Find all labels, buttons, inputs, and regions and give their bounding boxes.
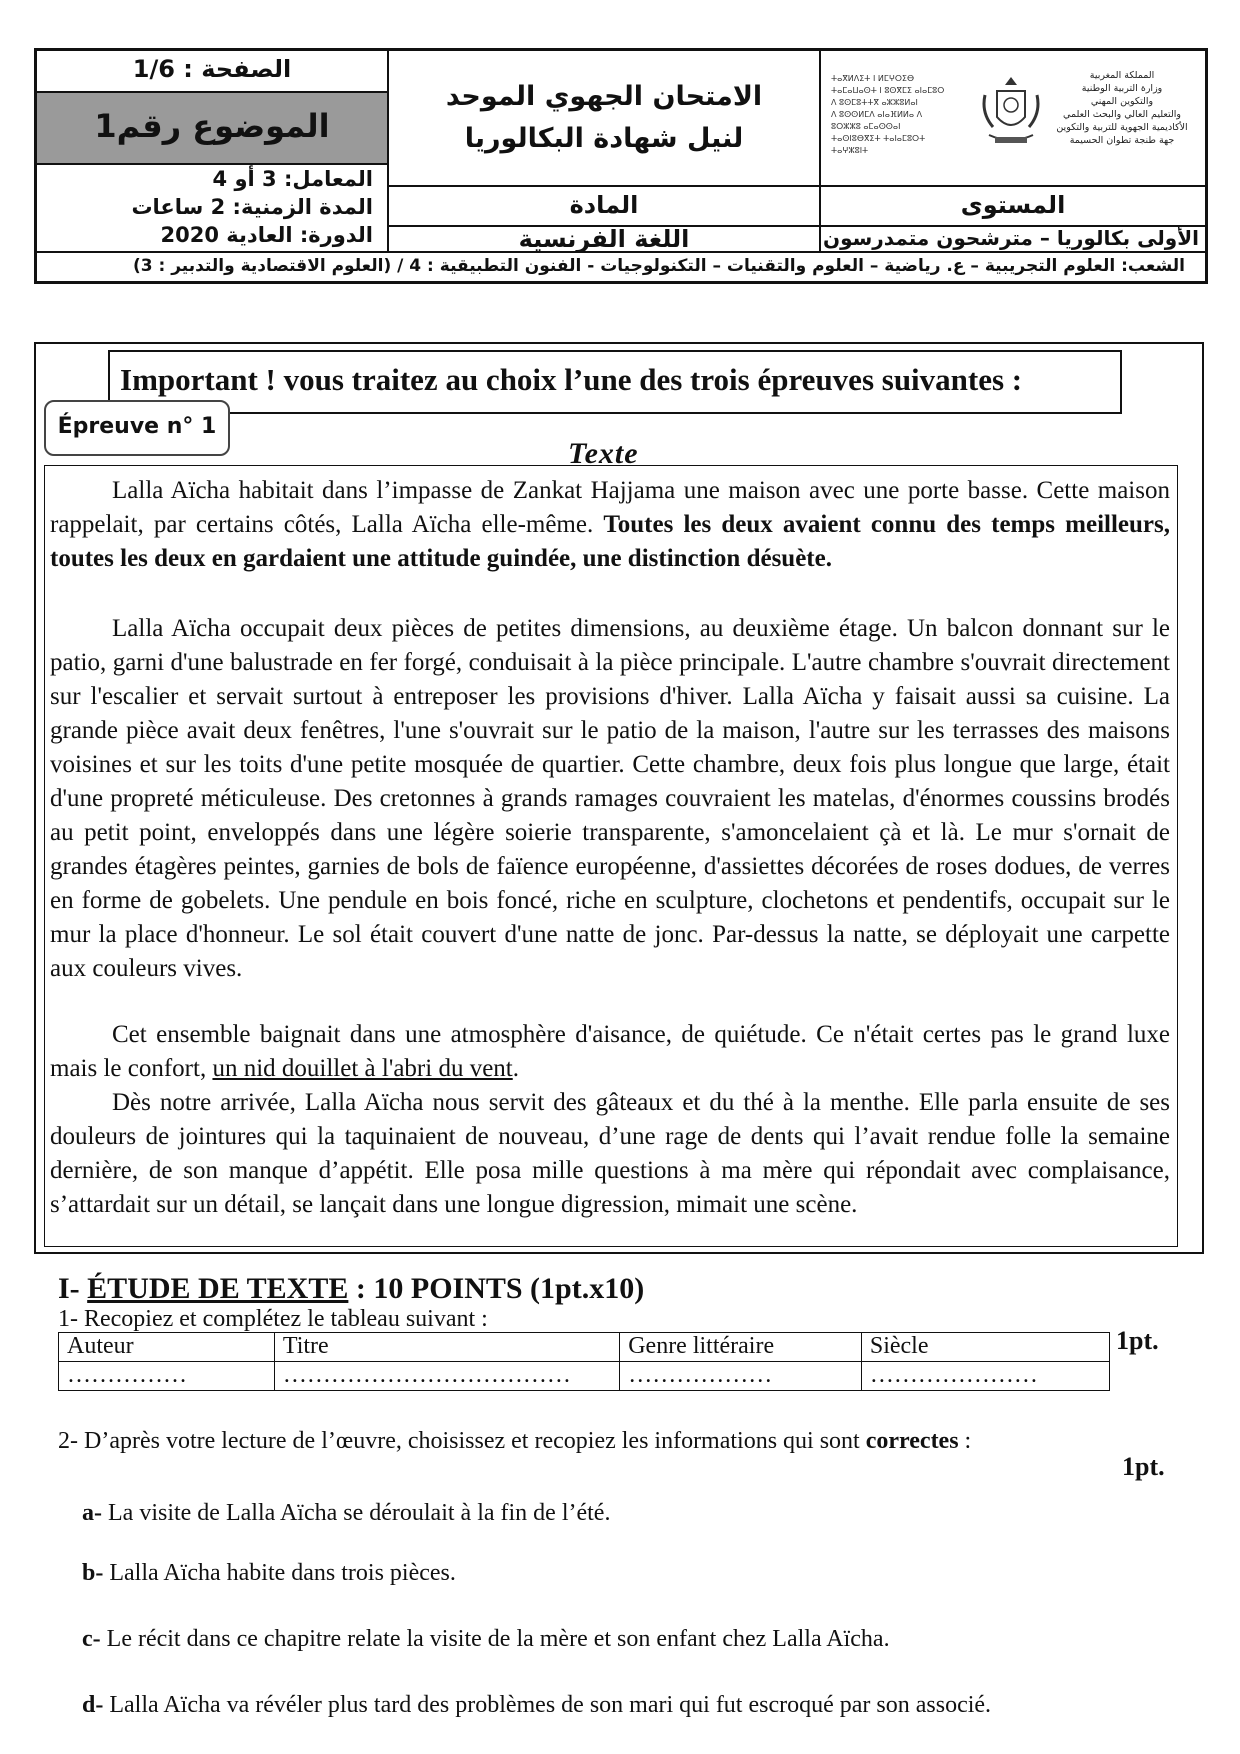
option-text: Le récit dans ce chapitre relate la visite de la mère et son enfant chez Lalla Aïcha. — [100, 1626, 890, 1652]
tifinagh-line: ⵜⴰⵖⵣⵓⵏⵜ — [831, 146, 869, 155]
question-1: 1- Recopiez et complétez le tableau suivant : — [58, 1306, 488, 1332]
section-prefix: I- — [58, 1272, 88, 1305]
option-a — [82, 1500, 610, 1527]
passage-p1-text: Lalla Aïcha habitait dans l’impasse de Zankat Hajjama une maison avec une porte basse. Cette maison rappelait, par certains côtés, Lalla Aïcha elle-même. — [50, 477, 1170, 538]
ministry-line: المملكة المغربية — [1089, 70, 1155, 81]
section-suffix: : 10 POINTS (1pt.x10) — [348, 1272, 645, 1305]
important-banner — [108, 350, 1122, 414]
branches: الشعب: العلوم التجريبية – ع. رياضية – العلوم والتقنيات – التكنولوجيات - الفنون التطبيقية : 4 / (العلوم الاقتصادية والتدبير : 3) — [132, 256, 1185, 276]
blank-titre: ……………………………… — [274, 1362, 619, 1391]
ministry-cell — [820, 50, 1206, 186]
epreuve-label: Épreuve n° 1 — [57, 414, 217, 439]
exam-title-line2: لنيل شهادة البكالوريا — [464, 123, 744, 154]
question-2 — [58, 1428, 971, 1455]
tifinagh-line: ⴷ ⵓⵙⵎⵓⵜⵜⴳ ⴰⵣⵣⵓⵍⴰⵏ — [831, 98, 918, 107]
level-value: الأولى بكالوريا – مترشحون متمدرسون — [823, 226, 1199, 250]
option-d — [82, 1692, 991, 1719]
passage-paragraph-1 — [50, 474, 1170, 576]
duration: المدة الزمنية: 2 ساعات — [131, 195, 373, 219]
header-auteur: Auteur — [59, 1333, 275, 1362]
page-number-cell — [36, 50, 388, 92]
option-b — [82, 1560, 456, 1587]
book-info-table — [58, 1332, 1110, 1391]
exam-header — [34, 48, 1208, 284]
ministry-line: الأكاديمية الجهوية للتربية والتكوين — [1056, 122, 1188, 133]
tifinagh-line: ⵜⴰⵎⴰⵡⴰⵙⵜ ⵏ ⵓⵙⴳⵎⵉ ⴰⵏⴰⵎⵓⵔ — [831, 86, 945, 95]
subject-number: الموضوع رقم1 — [94, 107, 330, 145]
question-1-points: 1pt. — [1116, 1326, 1159, 1355]
section-title: ÉTUDE DE TEXTE — [87, 1272, 349, 1305]
option-text: La visite de Lalla Aïcha se déroulait à la fin de l’été. — [102, 1500, 611, 1526]
ministry-line: جهة طنجة تطوان الحسيمة — [1069, 135, 1175, 146]
option-letter: a- — [82, 1500, 102, 1526]
exam-info-cell — [36, 164, 388, 252]
blank-siecle: ………………… — [861, 1362, 1109, 1391]
subject-number-cell — [36, 92, 388, 164]
ministry-line: والتعليم العالي والبحث العلمي — [1063, 109, 1181, 120]
subject-label: المادة — [569, 191, 639, 219]
header-titre: Titre — [274, 1333, 619, 1362]
header-genre: Genre littéraire — [620, 1333, 862, 1362]
level-label: المستوى — [960, 191, 1066, 219]
page-number: الصفحة : 1/6 — [132, 55, 292, 83]
blank-genre: ……………… — [620, 1362, 862, 1391]
question-2-points: 1pt. — [1122, 1452, 1165, 1481]
branches-cell — [36, 252, 1206, 282]
level-label-cell — [820, 186, 1206, 226]
level-value-cell — [820, 226, 1206, 252]
coefficient: المعامل: 3 أو 4 — [212, 167, 373, 191]
option-text: Lalla Aïcha habite dans trois pièces. — [103, 1560, 456, 1586]
coat-of-arms-icon — [979, 73, 1043, 153]
epreuve-badge — [44, 400, 230, 456]
passage-p3-underlined: un nid douillet à l'abri du vent — [212, 1055, 513, 1082]
tifinagh-line: ⵜⴰⴳⵍⴷⵉⵜ ⵏ ⵍⵎⵖⵔⵉⴱ — [831, 74, 915, 83]
option-c — [82, 1626, 890, 1653]
subject-value-cell — [388, 226, 820, 252]
header-siecle: Siècle — [861, 1333, 1109, 1362]
question-2-bold: correctes — [865, 1428, 959, 1454]
table-header-row — [59, 1333, 1110, 1362]
subject-label-cell — [388, 186, 820, 226]
option-letter: d- — [82, 1692, 104, 1718]
exam-title-line1: الامتحان الجهوي الموحد — [445, 81, 763, 112]
ministry-line: والتكوين المهني — [1090, 96, 1154, 107]
option-letter: b- — [82, 1560, 104, 1586]
passage-paragraph-2: Lalla Aïcha occupait deux pièces de petites dimensions, au deuxième étage. Un balcon donnant sur le patio, garni d'une balustrade en fer forgé, conduisait à la pièce principale. L'autre chambre s'ouvrait directement sur l'escalier et servait surtout à entreposer les provisions d'hiver. Lalla Aïcha y faisait aussi sa cuisine. La grande pièce avait deux fenêtres, l'une s'ouvrait sur le patio de la maison, l'autre sur les terrasses des maisons voisines et sur les toits d'une petite mosquée de quartier. Cette chambre, deux fois plus longue que large, était d'une propreté méticuleuse. Des cretonnes à grands ramages couvraient les matelas, d'énormes coussins brodés au petit point, enveloppés dans une légère soierie transparente, s'amoncelaient çà et là. Le mur s'ornait de grandes étagères peintes, garnies de bols de faïence européenne, d'assiettes décorées de roses dodues, de verres en forme de gobelets. Une pendule en bois foncé, riche en sculpture, clochetons et pendentifs, occupait sur le mur la place d'honneur. Le sol était couvert d'une natte de jonc. Par-dessus la natte, se déployait une carpette aux couleurs vives. — [50, 615, 1170, 982]
passage-p3-end: . — [512, 1055, 519, 1082]
blank-auteur: …………… — [59, 1362, 275, 1391]
tifinagh-line: ⴷ ⵓⵙⵙⵍⵎⴷ ⴰⵏⴰⴼⵍⵍⴰ ⴷ ⵓⵔⵣⵣⵓ ⴰⵎⴰⵙⵙⴰⵏ — [831, 110, 923, 131]
passage-p3-text: Cet ensemble baignait dans une atmosphère d'aisance, de quiétude. Ce n'était certes pas le grand luxe mais le confort, — [50, 1021, 1170, 1082]
ministry-line: وزارة التربية الوطنية — [1081, 83, 1163, 94]
tifinagh-line: ⵜⴰⵙⵏⵓⴱⴳⵉⵜ ⵜⴰⵏⴰⵎⵓⵔⵜ — [831, 134, 926, 143]
exam-title-cell — [388, 50, 820, 186]
option-letter: c- — [82, 1626, 101, 1652]
section-heading — [58, 1272, 644, 1306]
session: الدورة: العادية 2020 — [160, 223, 373, 247]
table-blank-row — [59, 1362, 1110, 1391]
text-title: Texte — [568, 437, 639, 470]
subject-value: اللغة الفرنسية — [518, 225, 690, 253]
question-2-end: : — [958, 1428, 972, 1454]
question-2-text: 2- D’après votre lecture de l’œuvre, choisissez et recopiez les informations qui sont — [58, 1428, 866, 1454]
passage-p1-bold: Toutes les deux avaient connu des temps meilleurs, toutes les deux en gardaient une attitude guindée, une distinction désuète. — [50, 511, 1170, 572]
passage-paragraph-4: Dès notre arrivée, Lalla Aïcha nous servit des gâteaux et du thé à la menthe. Elle parla ensuite de ses douleurs de jointures qui la taquinaient de nouveau, d’une rage de dents qui l’avait rendue folle la semaine dernière, de son manque d’appétit. Elle posa mille questions à ma mère qui répondait avec complaisance, s’attardait sur un détail, se lançait dans une longue digression, mimait une scène. — [50, 1089, 1170, 1218]
passage-paragraph-3 — [50, 1018, 1170, 1086]
option-text: Lalla Aïcha va révéler plus tard des problèmes de son mari qui fut escroqué par son associé. — [103, 1692, 992, 1718]
important-banner-text: Important ! vous traitez au choix l’une des trois épreuves suivantes : — [120, 362, 1023, 397]
